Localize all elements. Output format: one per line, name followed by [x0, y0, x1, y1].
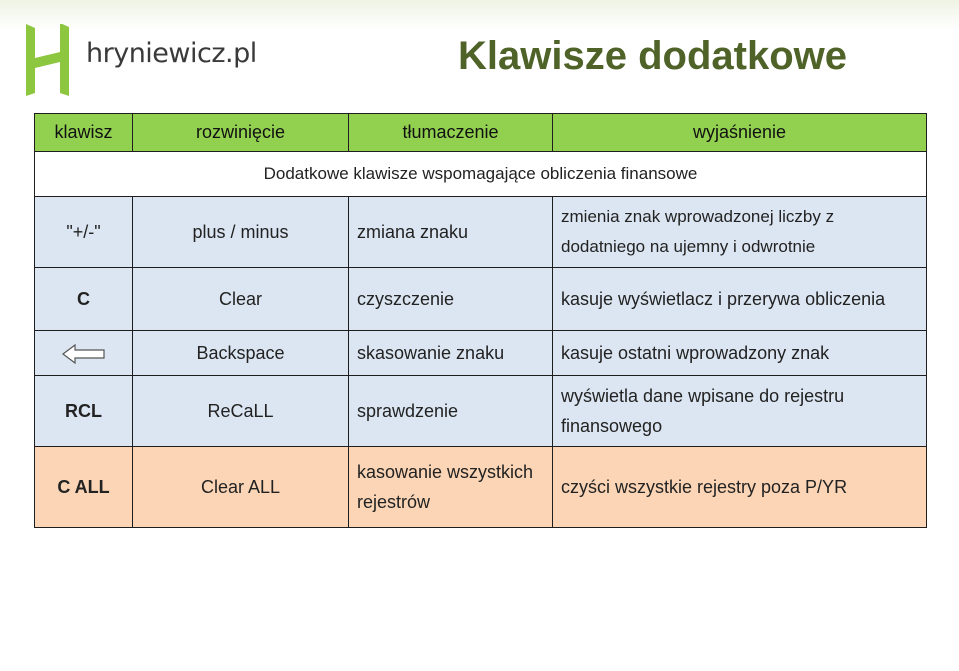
expansion-cell: Clear ALL [133, 447, 349, 528]
header-klawisz: klawisz [35, 114, 133, 152]
description-cell: kasuje ostatni wprowadzony znak [553, 331, 927, 376]
table-row [35, 376, 927, 447]
keys-table [34, 113, 927, 528]
table-row [35, 268, 927, 331]
left-arrow-icon [62, 344, 106, 364]
section-row [35, 152, 927, 197]
section-title: Dodatkowe klawisze wspomagające obliczenia finansowe [35, 152, 927, 197]
translation-cell: kasowanie wszystkich rejestrów [349, 447, 553, 528]
translation-cell: czyszczenie [349, 268, 553, 331]
header-tlumaczenie: tłumaczenie [349, 114, 553, 152]
page-title: Klawisze dodatkowe [458, 34, 847, 78]
logo-text: hryniewicz.pl [86, 38, 257, 69]
key-cell [35, 331, 133, 376]
table-row [35, 447, 927, 528]
expansion-cell: ReCaLL [133, 376, 349, 447]
translation-cell: skasowanie znaku [349, 331, 553, 376]
description-cell: kasuje wyświetlacz i przerywa obliczenia [553, 268, 927, 331]
header-wyjasnienie: wyjaśnienie [553, 114, 927, 152]
table-header-row [35, 114, 927, 152]
table-row [35, 331, 927, 376]
key-cell: RCL [35, 376, 133, 447]
key-cell: C ALL [35, 447, 133, 528]
expansion-cell: Backspace [133, 331, 349, 376]
description-cell: czyści wszystkie rejestry poza P/YR [553, 447, 927, 528]
header-rozwiniecie: rozwinięcie [133, 114, 349, 152]
translation-cell: sprawdzenie [349, 376, 553, 447]
description-cell: wyświetla dane wpisane do rejestru finansowego [553, 376, 927, 447]
expansion-cell: plus / minus [133, 197, 349, 268]
description-cell: zmienia znak wprowadzonej liczby z dodatniego na ujemny i odwrotnie [553, 197, 927, 268]
table-row [35, 197, 927, 268]
expansion-cell: Clear [133, 268, 349, 331]
key-cell: "+/-" [35, 197, 133, 268]
translation-cell: zmiana znaku [349, 197, 553, 268]
key-cell: C [35, 268, 133, 331]
